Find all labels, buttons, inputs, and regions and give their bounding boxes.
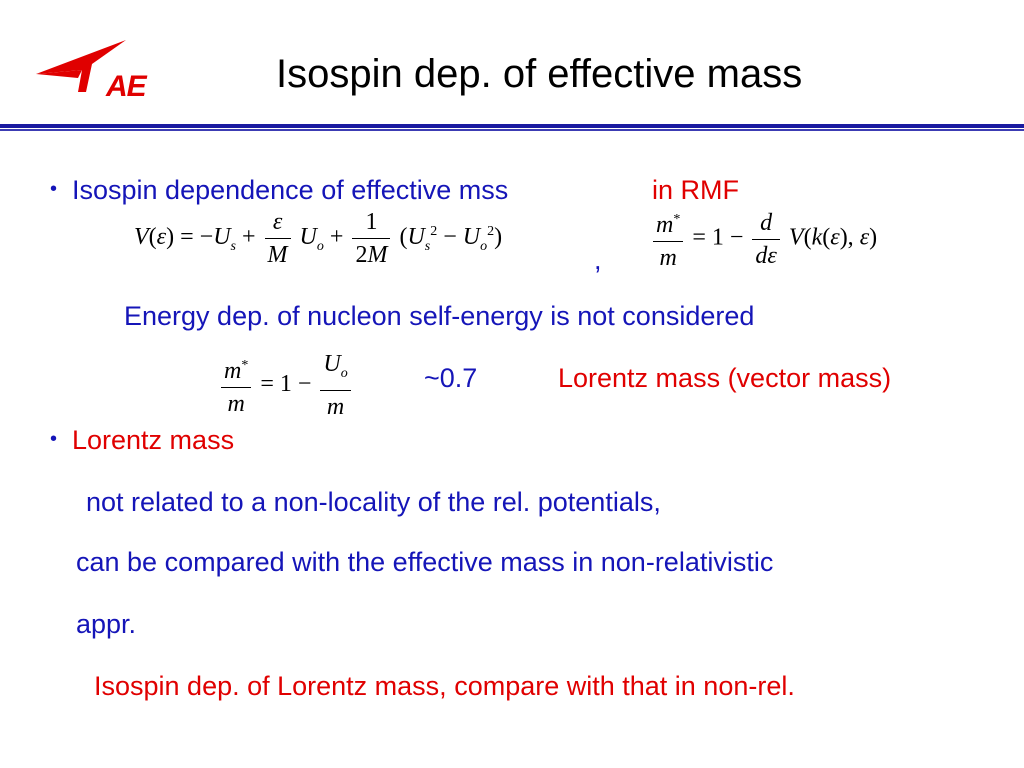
page-title: Isospin dep. of effective mass (276, 52, 803, 96)
lorentz-note-line2: can be compared with the effective mass in non-relativistic (76, 547, 774, 577)
title-divider-thin (0, 129, 1024, 131)
logo-text: AE (106, 70, 146, 103)
logo-wing-icon (34, 34, 174, 100)
equation-potential: $V(\varepsilon) = -U_s$ + $\frac{\varepsilon}{M}$ $U_o$ + $\frac{1}{2M}$ $(U_s^2 - U_o^2)$ (134, 209, 503, 268)
title-divider (0, 124, 1024, 128)
lorentz-note-line1: not related to a non-locality of the rel. potentials, (86, 487, 661, 517)
equation-separator-comma: , (594, 245, 602, 275)
equation-effective-mass: $\frac{m^*}{m}$ = 1 − $\frac{d}{d\varepsilon}$ V(k(ε), ε) (650, 206, 877, 272)
logo (34, 34, 174, 103)
equation-lorentz-mass: $\frac{m^*}{m}$ = 1 − $\frac{U_o}{m}$ (218, 350, 354, 421)
lorentz-mass-label: Lorentz mass (vector mass) (558, 363, 892, 393)
lorentz-note-line4: Isospin dep. of Lorentz mass, compare with that in non-rel. (94, 671, 795, 701)
bullet-text-lorentz: Lorentz mass (72, 425, 235, 455)
approx-value: ~0.7 (424, 363, 478, 393)
bullet-marker: • (50, 428, 58, 450)
energy-dependence-note: Energy dep. of nucleon self-energy is not considered (124, 301, 755, 331)
bullet-text-isospin: Isospin dependence of effective mss (72, 175, 509, 205)
lorentz-note-line3: appr. (76, 609, 137, 639)
bullet-marker: • (50, 178, 58, 200)
bullet-suffix-rmf: in RMF (652, 175, 739, 205)
